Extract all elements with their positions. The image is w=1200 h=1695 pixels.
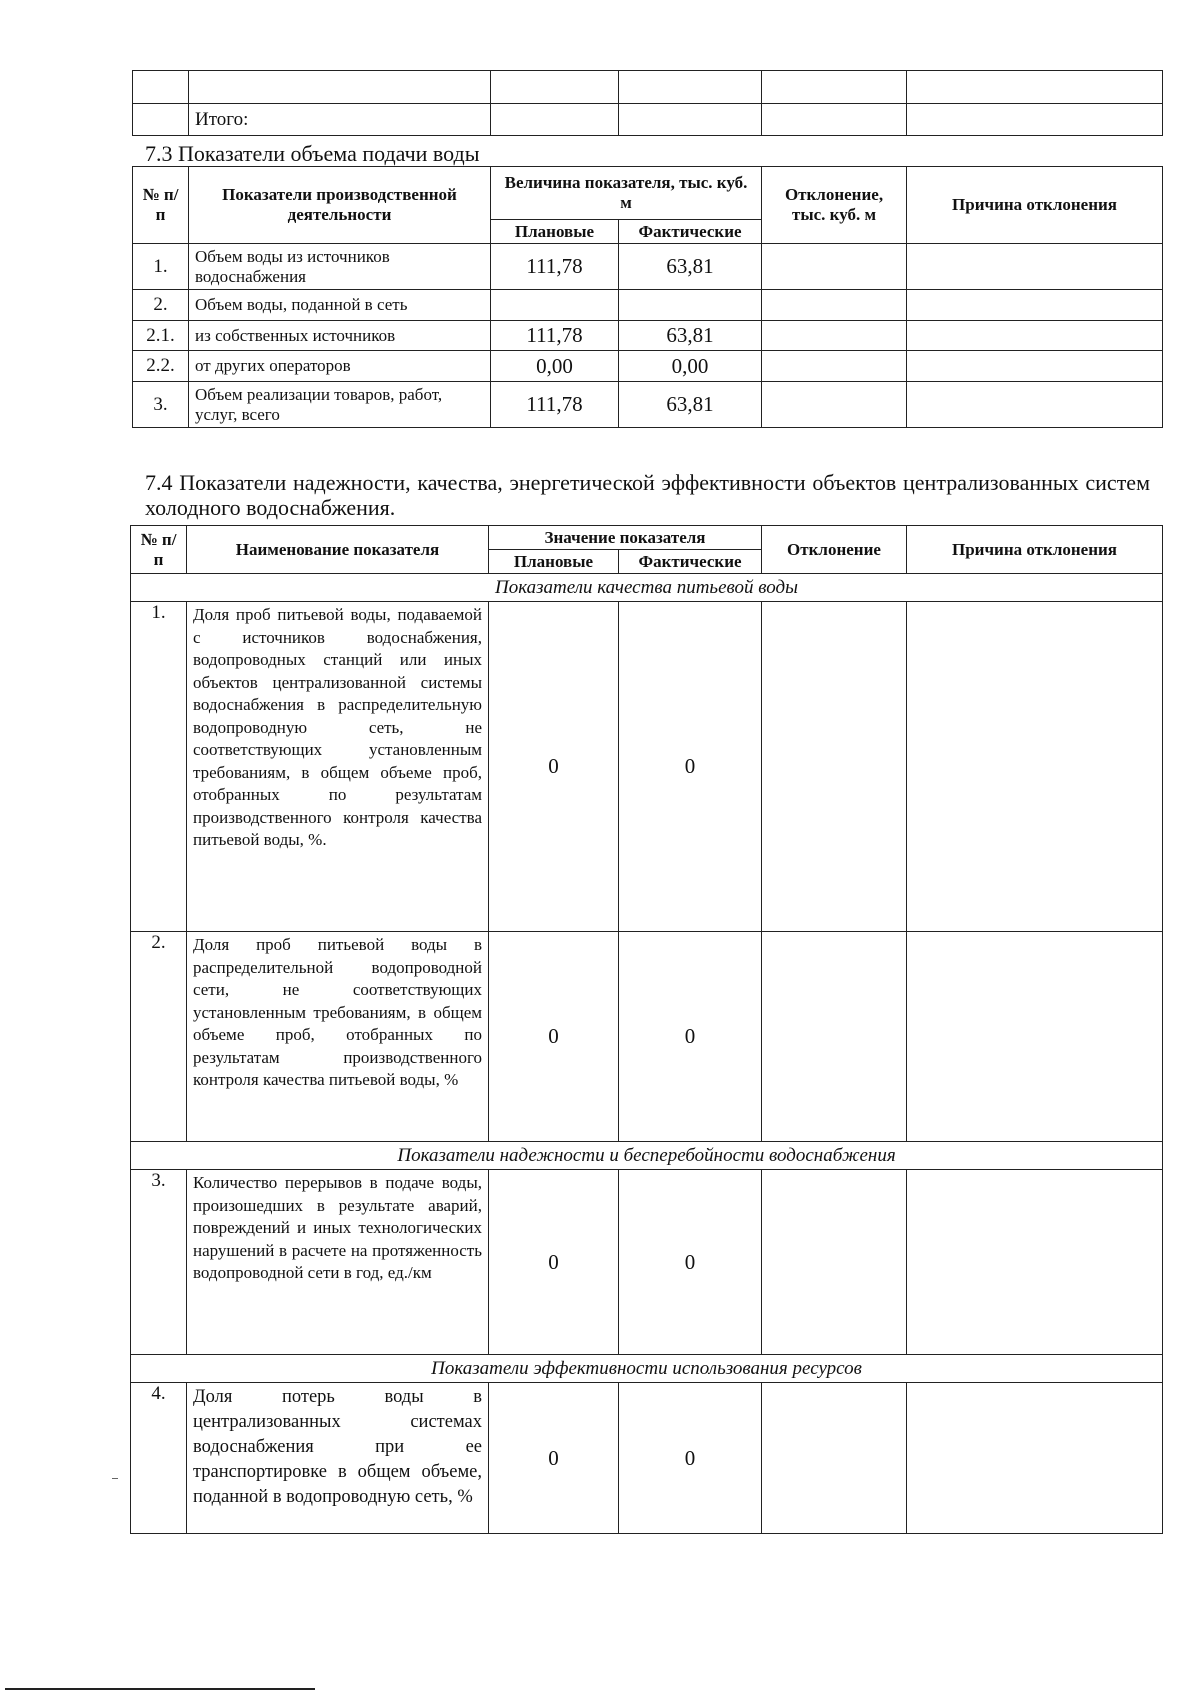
reliability-quality-table bbox=[130, 525, 1163, 1534]
row-num: 2.2. bbox=[133, 351, 189, 382]
table-row bbox=[131, 1170, 1163, 1355]
header-num: № п/п bbox=[133, 167, 189, 244]
row-actual: 0 bbox=[619, 932, 762, 1142]
row-planned: 0 bbox=[489, 1383, 619, 1534]
row-num: 4. bbox=[131, 1383, 187, 1534]
table-row bbox=[133, 244, 1163, 290]
row-name: Объем воды из источников водоснабжения bbox=[189, 244, 491, 290]
header-num: № п/п bbox=[131, 526, 187, 574]
row-actual: 63,81 bbox=[619, 382, 762, 428]
row-num: 1. bbox=[133, 244, 189, 290]
group-quality: Показатели качества питьевой воды bbox=[131, 574, 1163, 602]
row-planned: 0 bbox=[489, 602, 619, 932]
header-value-group: Величина показателя, тыс. куб. м bbox=[491, 167, 762, 220]
margin-mark bbox=[112, 1478, 118, 1479]
row-actual: 0 bbox=[619, 1170, 762, 1355]
header-planned: Плановые bbox=[489, 550, 619, 574]
row-name: от других операторов bbox=[189, 351, 491, 382]
row-planned: 0 bbox=[489, 1170, 619, 1355]
row-name: Количество перерывов в подаче воды, произошедших в результате аварий, повреждений и иных технологических нарушений в расчете на протяженность водопроводной сети в год, ед./км bbox=[187, 1170, 489, 1355]
row-num: 2.1. bbox=[133, 321, 189, 351]
header-indicator: Показатели производственной деятельности bbox=[189, 167, 491, 244]
row-actual: 0 bbox=[619, 1383, 762, 1534]
row-actual: 0,00 bbox=[619, 351, 762, 382]
header-value-group: Значение показателя bbox=[489, 526, 762, 550]
row-name: Доля потерь воды в централизованных системах водоснабжения при ее транспортировке в общем объеме, поданной в водопроводную сеть, % bbox=[187, 1383, 489, 1534]
header-reason: Причина отклонения bbox=[907, 526, 1163, 574]
row-planned: 0 bbox=[489, 932, 619, 1142]
header-deviation: Отклонение, тыс. куб. м bbox=[762, 167, 907, 244]
header-indicator: Наименование показателя bbox=[187, 526, 489, 574]
table-row bbox=[133, 71, 1163, 104]
row-planned: 0,00 bbox=[491, 351, 619, 382]
table-row bbox=[133, 382, 1163, 428]
table-row bbox=[133, 290, 1163, 321]
row-actual: 0 bbox=[619, 602, 762, 932]
row-planned: 111,78 bbox=[491, 382, 619, 428]
previous-table-fragment bbox=[132, 70, 1163, 136]
row-planned: 111,78 bbox=[491, 244, 619, 290]
row-planned: 111,78 bbox=[491, 321, 619, 351]
header-actual: Фактические bbox=[619, 220, 762, 244]
footnote-separator-line bbox=[5, 1688, 315, 1690]
row-actual bbox=[619, 290, 762, 321]
row-num: 3. bbox=[131, 1170, 187, 1355]
table-row bbox=[133, 351, 1163, 382]
table-row bbox=[131, 602, 1163, 932]
section-7-4-heading: 7.4 Показатели надежности, качества, энергетической эффективности объектов централизованных систем холодного водоснабжения. bbox=[145, 470, 1150, 520]
header-planned: Плановые bbox=[491, 220, 619, 244]
table-row bbox=[133, 321, 1163, 351]
supply-volume-table bbox=[132, 166, 1163, 428]
header-deviation: Отклонение bbox=[762, 526, 907, 574]
row-name: из собственных источников bbox=[189, 321, 491, 351]
row-num: 2. bbox=[131, 932, 187, 1142]
row-num: 3. bbox=[133, 382, 189, 428]
total-row bbox=[133, 104, 1163, 136]
row-name: Доля проб питьевой воды, подаваемой с источников водоснабжения, водопроводных станций или иных объектов централизованной системы водоснабжения в распределительную водопроводную сеть, не соответствующих установленным требованиям, в общем объеме проб, отобранных по результатам производственного контроля качества питьевой воды, %. bbox=[187, 602, 489, 932]
row-actual: 63,81 bbox=[619, 244, 762, 290]
header-actual: Фактические bbox=[619, 550, 762, 574]
table-row bbox=[131, 1383, 1163, 1534]
group-reliability: Показатели надежности и бесперебойности водоснабжения bbox=[131, 1142, 1163, 1170]
section-7-3-heading: 7.3 Показатели объема подачи воды bbox=[145, 141, 480, 166]
row-name: Объем реализации товаров, работ, услуг, всего bbox=[189, 382, 491, 428]
table-row bbox=[131, 932, 1163, 1142]
header-reason: Причина отклонения bbox=[907, 167, 1163, 244]
row-num: 2. bbox=[133, 290, 189, 321]
row-planned bbox=[491, 290, 619, 321]
row-name: Доля проб питьевой воды в распределительной водопроводной сети, не соответствующих установленным требованиям, в общем объеме проб, отобранных по результатам производственного контроля качества питьевой воды, % bbox=[187, 932, 489, 1142]
row-num: 1. bbox=[131, 602, 187, 932]
row-actual: 63,81 bbox=[619, 321, 762, 351]
total-label: Итого: bbox=[189, 104, 491, 136]
group-efficiency: Показатели эффективности использования ресурсов bbox=[131, 1355, 1163, 1383]
row-name: Объем воды, поданной в сеть bbox=[189, 290, 491, 321]
